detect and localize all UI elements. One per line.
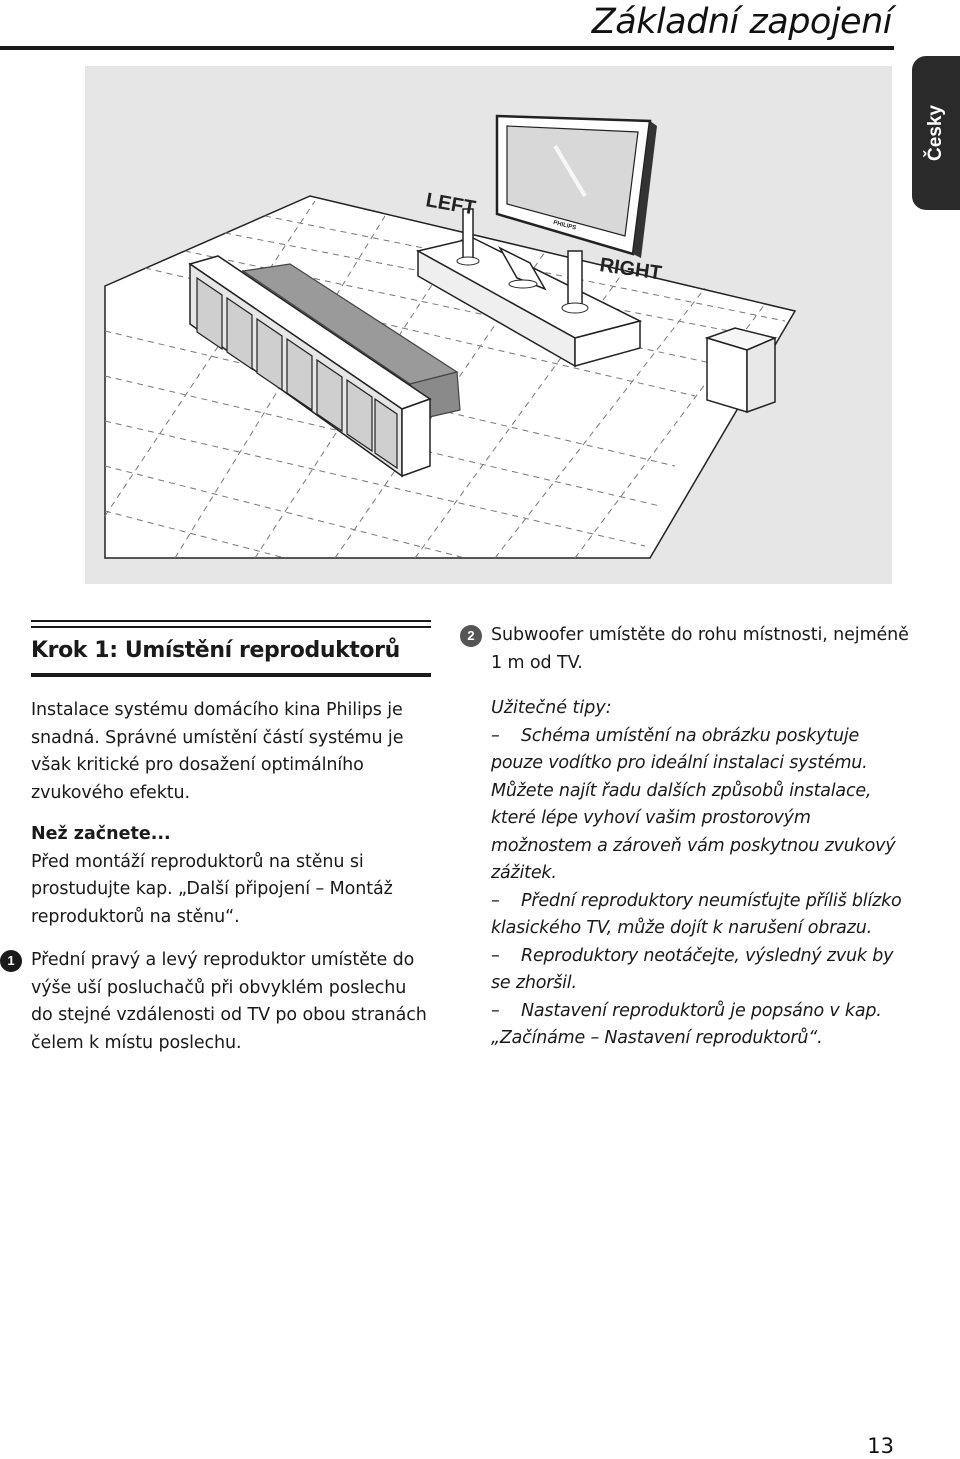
page-number: 13 [867,1434,894,1458]
before-text: Před montáží reproduktorů na stěnu si prostudujte kap. „Další připojení – Montáž reproduktorů na stěnu“. [31,851,393,927]
section-heading: Krok 1: Umístění reproduktorů [31,638,431,677]
language-tab-label: Česky [925,105,946,161]
step-text: Subwoofer umístěte do rohu místnosti, nejméně 1 m od TV. [491,625,909,673]
tip-item: – Reproduktory neotáčejte, výsledný zvuk by se zhoršil. [491,945,894,993]
speaker-placement-illustration [85,66,892,584]
language-tab [912,56,960,210]
before-heading: Než začnete... [31,824,171,844]
tips-title: Užitečné tipy: [491,698,612,718]
step-text: Přední pravý a levý reproduktor umístěte do výše uší posluchačů při obvyklém poslechu do stejné vzdálenosti od TV po obou stranách čelem k místu poslechu. [31,950,427,1053]
tip-item: – Schéma umístění na obrázku poskytuje pouze vodítko pro ideální instalaci systému. Můžete najít řadu dalších způsobů instalace, které lépe vyhoví vašim prostorovým možnostem a zároveň vám poskytnou zvukový zážitek. [491,725,896,883]
left-column [7,620,431,1071]
label-right: RIGHT [598,254,663,285]
right-column [467,622,911,1053]
intro-text: Instalace systému domácího kina Philips je snadná. Správné umístění částí systému je však kritické pro dosažení optimálního zvukového efektu. [31,700,404,803]
step-2 [467,622,911,677]
section-rules [31,620,431,632]
tv-brand-text: PHILIPS [552,220,577,232]
tip-item: – Přední reproduktory neumísťujte příliš blízko klasického TV, může dojít k narušení obrazu. [491,890,902,938]
page-title: Základní zapojení [591,2,892,42]
label-left: LEFT [424,189,478,220]
step-1 [7,947,431,1057]
step-number-badge: 1 [0,950,22,972]
title-rule [0,46,894,50]
step-number-badge: 2 [460,625,482,647]
tip-item: – Nastavení reproduktorů je popsáno v kap. „Začínáme – Nastavení reproduktorů“. [491,1000,882,1048]
